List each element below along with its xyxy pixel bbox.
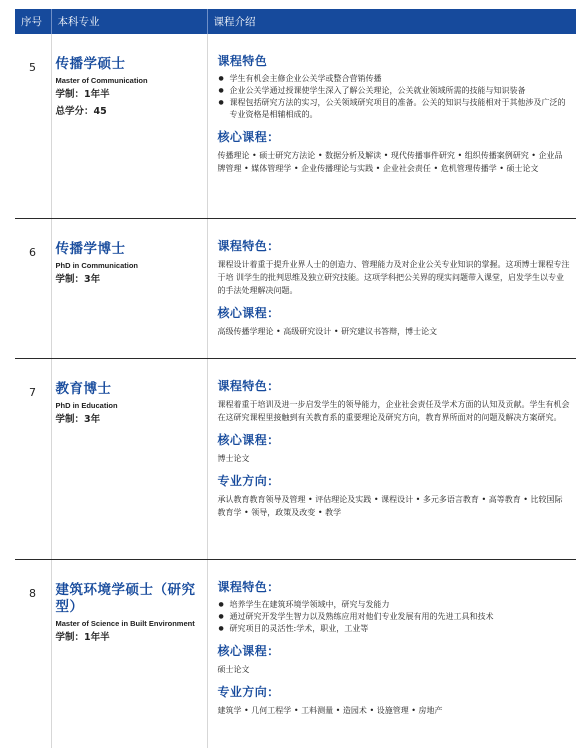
section-text: 传播理论 • 硕士研究方法论 • 数据分析及解读 • 现代传播事件研究 • 组织传播案例研究 • 企业品牌管理 • 媒体管理学 • 企业传播理论与实践 • 企业社会责任 • 危机管理传播学 • 硕士论文 bbox=[217, 151, 563, 173]
header-programme: 本科专业 bbox=[51, 9, 207, 34]
list-item: ● 培养学生在建筑环境学领域中，研究与发能力 bbox=[218, 599, 571, 611]
row-number: 8 bbox=[15, 559, 51, 748]
section-title: 专业方向： bbox=[217, 684, 280, 699]
section-text: 承认教育教育领导及管理 • 评估理论及实践 • 课程设计 • 多元多语言教育 • 高等教育 • 比较国际教育学 • 领导，政策及改变 • 教学 bbox=[217, 494, 563, 517]
bullet-list bbox=[218, 73, 571, 121]
programme-name: 传播学硕士 bbox=[55, 56, 126, 72]
section-title: 专业方向： bbox=[217, 473, 280, 488]
programme-cell bbox=[51, 358, 207, 559]
header-number: 序号 bbox=[15, 9, 51, 34]
section-text: 博士论文 bbox=[217, 453, 250, 463]
section-text: 课程设计着重于提升业界人士的创造力、管理能力及对企业公关专业知识的掌握。这项博士课程专注于培 训学生的批判思维及独立研究技能。这项学科把公关界的现实问题带入课堂，启发学生以专业的手法处理解决问题。 bbox=[217, 259, 570, 295]
programme-duration: 学制：1年半 bbox=[55, 89, 110, 100]
programme-name: 建筑环境学硕士（研究型） bbox=[55, 581, 196, 615]
programme-name: 教育博士 bbox=[55, 380, 112, 397]
programme-credits: 总学分：45 bbox=[55, 106, 107, 117]
table-row bbox=[15, 358, 576, 559]
section-title: 课程特色： bbox=[217, 238, 280, 253]
section-title: 核心课程： bbox=[217, 643, 280, 658]
bullet-list bbox=[218, 599, 571, 635]
section bbox=[218, 306, 571, 338]
section-title: 课程特色 bbox=[217, 54, 268, 68]
section bbox=[218, 239, 571, 297]
section bbox=[218, 685, 571, 717]
programme-duration: 学制：3年 bbox=[55, 413, 101, 425]
section bbox=[218, 379, 571, 424]
programme-table bbox=[15, 9, 576, 748]
description-cell bbox=[207, 218, 576, 358]
programme-name: 传播学博士 bbox=[55, 240, 126, 257]
programme-english: Master of Communication bbox=[55, 76, 148, 85]
section bbox=[218, 433, 571, 465]
programme-duration: 学制：3年 bbox=[55, 273, 101, 285]
section-text: 硕士论文 bbox=[217, 664, 250, 674]
section bbox=[218, 474, 571, 519]
table-row bbox=[15, 559, 576, 748]
section bbox=[218, 130, 571, 175]
table-row bbox=[15, 218, 576, 358]
table-row bbox=[15, 34, 576, 218]
description-cell bbox=[207, 358, 576, 559]
programme-english: Master of Science in Built Environment bbox=[55, 618, 195, 628]
header-description: 课程介绍 bbox=[207, 9, 576, 34]
table-header-row bbox=[15, 9, 576, 34]
programme-cell bbox=[51, 34, 207, 218]
list-item: ● 学生有机会主修企业公关学或整合营销传播 bbox=[218, 73, 571, 85]
row-number: 6 bbox=[15, 218, 51, 358]
section bbox=[218, 644, 571, 676]
list-item: ● 课程包括研究方法的实习，公关领域研究项目的准备。公关的知识与技能相对于其他涉及广泛的专业资格是相辅相成的。 bbox=[218, 97, 571, 121]
table-body bbox=[15, 34, 576, 748]
row-number: 5 bbox=[15, 34, 51, 218]
section bbox=[218, 580, 571, 635]
section-text: 高级传播学理论 • 高级研究设计 • 研究建议书答辩，博士论文 bbox=[217, 326, 438, 336]
section-title: 核心课程： bbox=[217, 130, 280, 144]
programme-cell bbox=[51, 559, 207, 748]
section bbox=[218, 54, 571, 121]
section-title: 课程特色： bbox=[217, 378, 280, 393]
section-title: 课程特色： bbox=[217, 579, 280, 594]
list-item: ● 企业公关学通过授课使学生深入了解公关理论，公关就业领域所需的技能与知识装备 bbox=[218, 85, 571, 97]
row-number: 7 bbox=[15, 358, 51, 559]
section-text: 课程着重于培训及进一步启发学生的领导能力，企业社会责任及学术方面的认知及贡献。学生有机会在这研究课程里接触到有关教育系的重要理论及研究方向，教育界所面对的问题及解决方案研究。 bbox=[217, 399, 570, 422]
programme-english: PhD in Communication bbox=[55, 260, 138, 270]
description-cell bbox=[207, 559, 576, 748]
section-title: 核心课程： bbox=[217, 432, 280, 447]
section-title: 核心课程： bbox=[217, 305, 280, 320]
list-item: ● 研究项目的灵活性:学术，职业，工业等 bbox=[218, 623, 571, 635]
section-text: 建筑学 • 几何工程学 • 工料测量 • 造园术 • 设施管理 • 房地产 bbox=[217, 705, 443, 715]
programme-english: PhD in Education bbox=[55, 400, 118, 410]
list-item: ● 通过研究开发学生智力以及熟练应用对他们专业发展有用的先进工具和技术 bbox=[218, 611, 571, 623]
programme-cell bbox=[51, 218, 207, 358]
programme-duration: 学制：1年半 bbox=[55, 631, 110, 643]
description-cell bbox=[207, 34, 576, 218]
